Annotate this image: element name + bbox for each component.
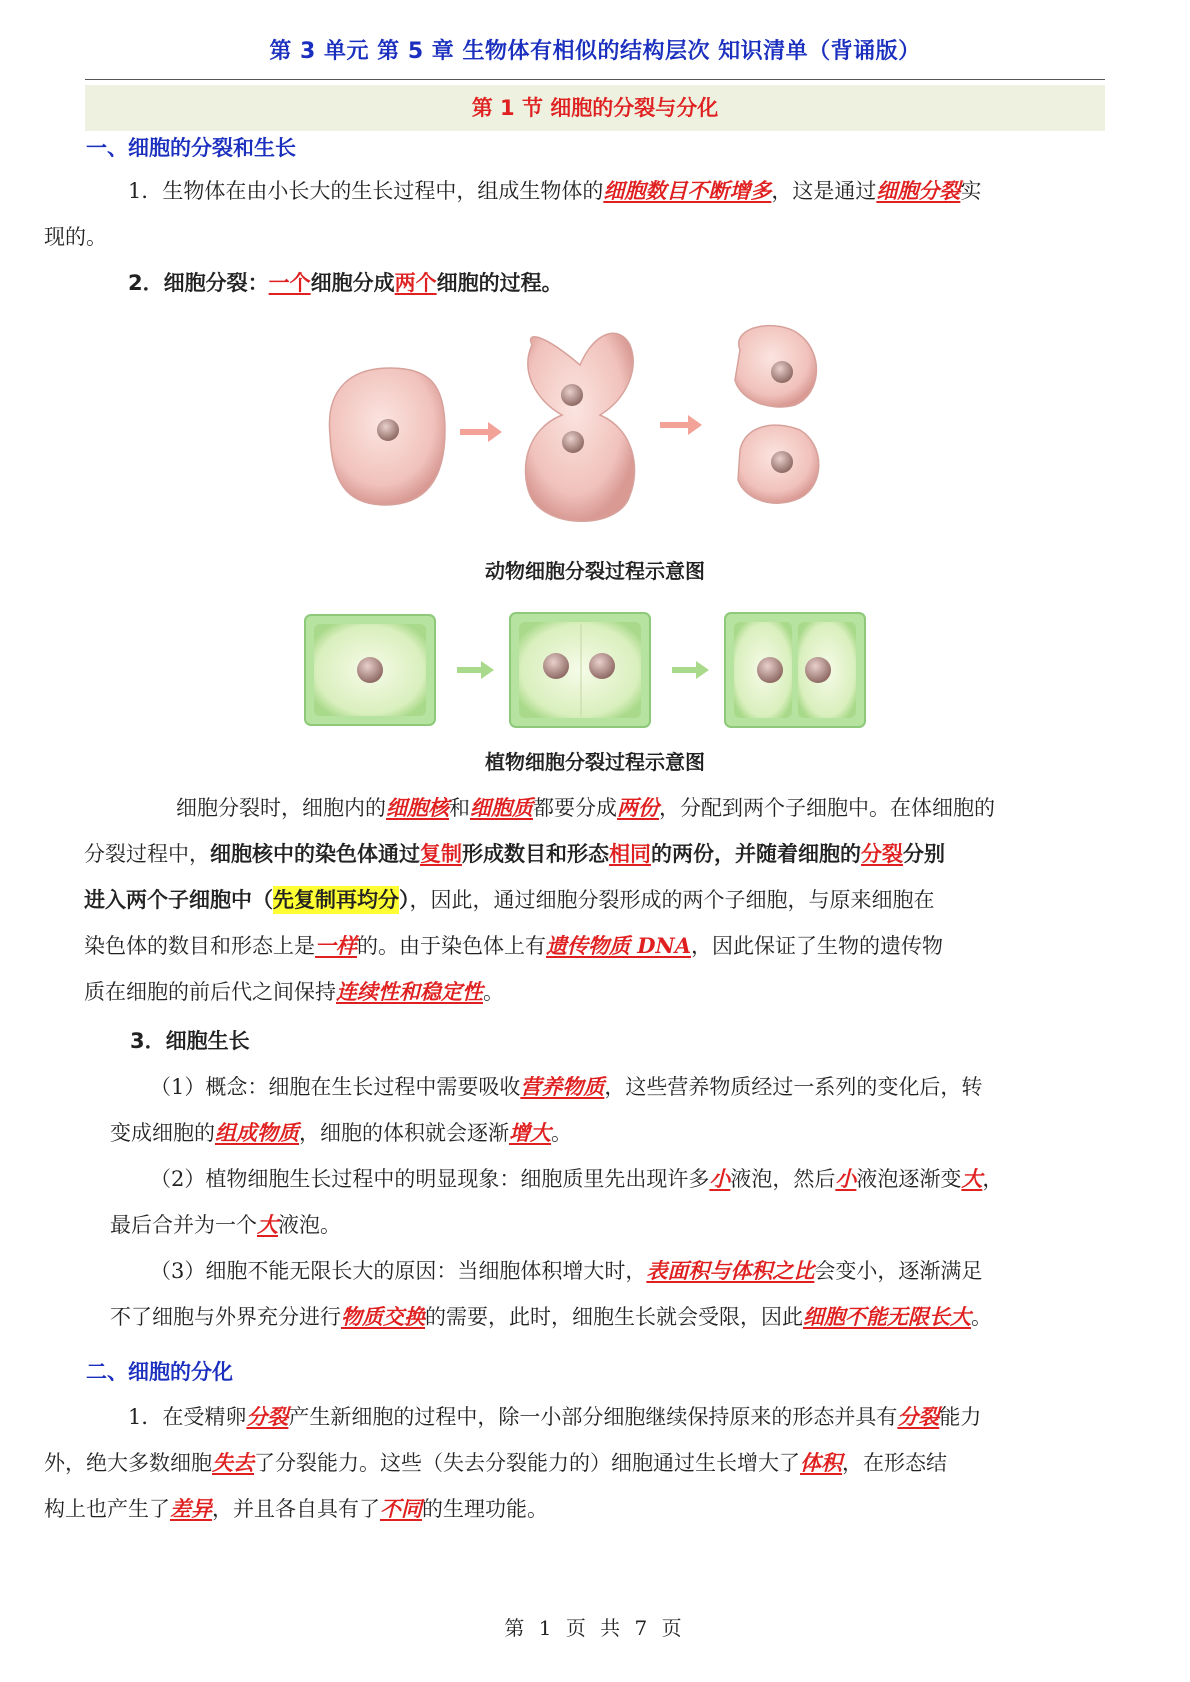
heading-cell-differentiation: 二、细胞的分化: [86, 1360, 233, 1384]
daughter-animal-cells: [735, 326, 819, 504]
dividing-plant-cell: [510, 613, 650, 727]
arrow-2: [660, 415, 702, 435]
animal-figure-caption: 动物细胞分裂过程示意图: [485, 559, 705, 583]
page-title: 第 3 单元 第 5 章 生物体有相似的结构层次 知识清单（背诵版）: [269, 39, 921, 64]
section-title: 第 1 节 细胞的分裂与分化: [85, 85, 1105, 131]
daughter-plant-cells: [725, 613, 865, 727]
parent-animal-cell: [329, 368, 445, 505]
differentiation-paragraph: 1．在受精卵分裂产生新细胞的过程中，除一小部分细胞继续保持原来的形态并具有分裂能力 外，绝大多数细胞失去了分裂能力。这些（失去分裂能力的）细胞通过生长增大了体积，在形态结 构上也产生了差异，并且各自具有了不同的生理功能。: [44, 1404, 982, 1521]
paragraph-1: 1．生物体在由小长大的生长过程中，组成生物体的细胞数目不断增多，这是通过细胞分裂实 现的。: [44, 178, 982, 249]
paragraph-3: 细胞分裂时，细胞内的细胞核和细胞质都要分成两份，分配到两个子细胞中。在体细胞的 分裂过程中，细胞核中的染色体通过复制形成数目和形态相同的两份，并随着细胞的分裂分别 进入两个子细胞中（先复制再均分），因此，通过细胞分裂形成的两个子细胞，与原来细胞在 染色体的数目和形态上是一样的。由于染色体上有遗传物质 DNA，因此保证了生物的遗传物 质在细胞的前后代之间保持连续性和稳定性。: [84, 795, 995, 1004]
title-divider: [85, 79, 1105, 80]
heading-cell-division-growth: 一、细胞的分裂和生长: [86, 136, 296, 160]
animal-cell-division-figure: [320, 320, 860, 535]
arrow-3: [457, 661, 494, 679]
arrow-4: [672, 661, 709, 679]
plant-figure-caption: 植物细胞分裂过程示意图: [485, 750, 705, 774]
page-footer: 第 1 页 共 7 页: [504, 1616, 686, 1640]
growth-point-1: （1）概念：细胞在生长过程中需要吸收营养物质，这些营养物质经过一系列的变化后，转 变成细胞的组成物质，细胞的体积就会逐渐增大。: [110, 1074, 983, 1145]
growth-point-2: （2）植物细胞生长过程中的明显现象：细胞质里先出现许多小液泡，然后小液泡逐渐变大， 最后合并为一个大液泡。: [110, 1166, 1004, 1237]
growth-point-3: （3）细胞不能无限长大的原因：当细胞体积增大时，表面积与体积之比会变小，逐渐满足 不了细胞与外界充分进行物质交换的需要，此时，细胞生长就会受限，因此细胞不能无限长大。: [110, 1258, 992, 1329]
paragraph-2: 2．细胞分裂：一个细胞分成两个细胞的过程。: [128, 270, 563, 295]
dividing-animal-cell: [525, 333, 634, 521]
plant-cell-division-figure: [300, 610, 890, 730]
growth-heading: 3．细胞生长: [130, 1029, 250, 1053]
arrow-1: [460, 422, 502, 442]
parent-plant-cell: [305, 615, 435, 725]
